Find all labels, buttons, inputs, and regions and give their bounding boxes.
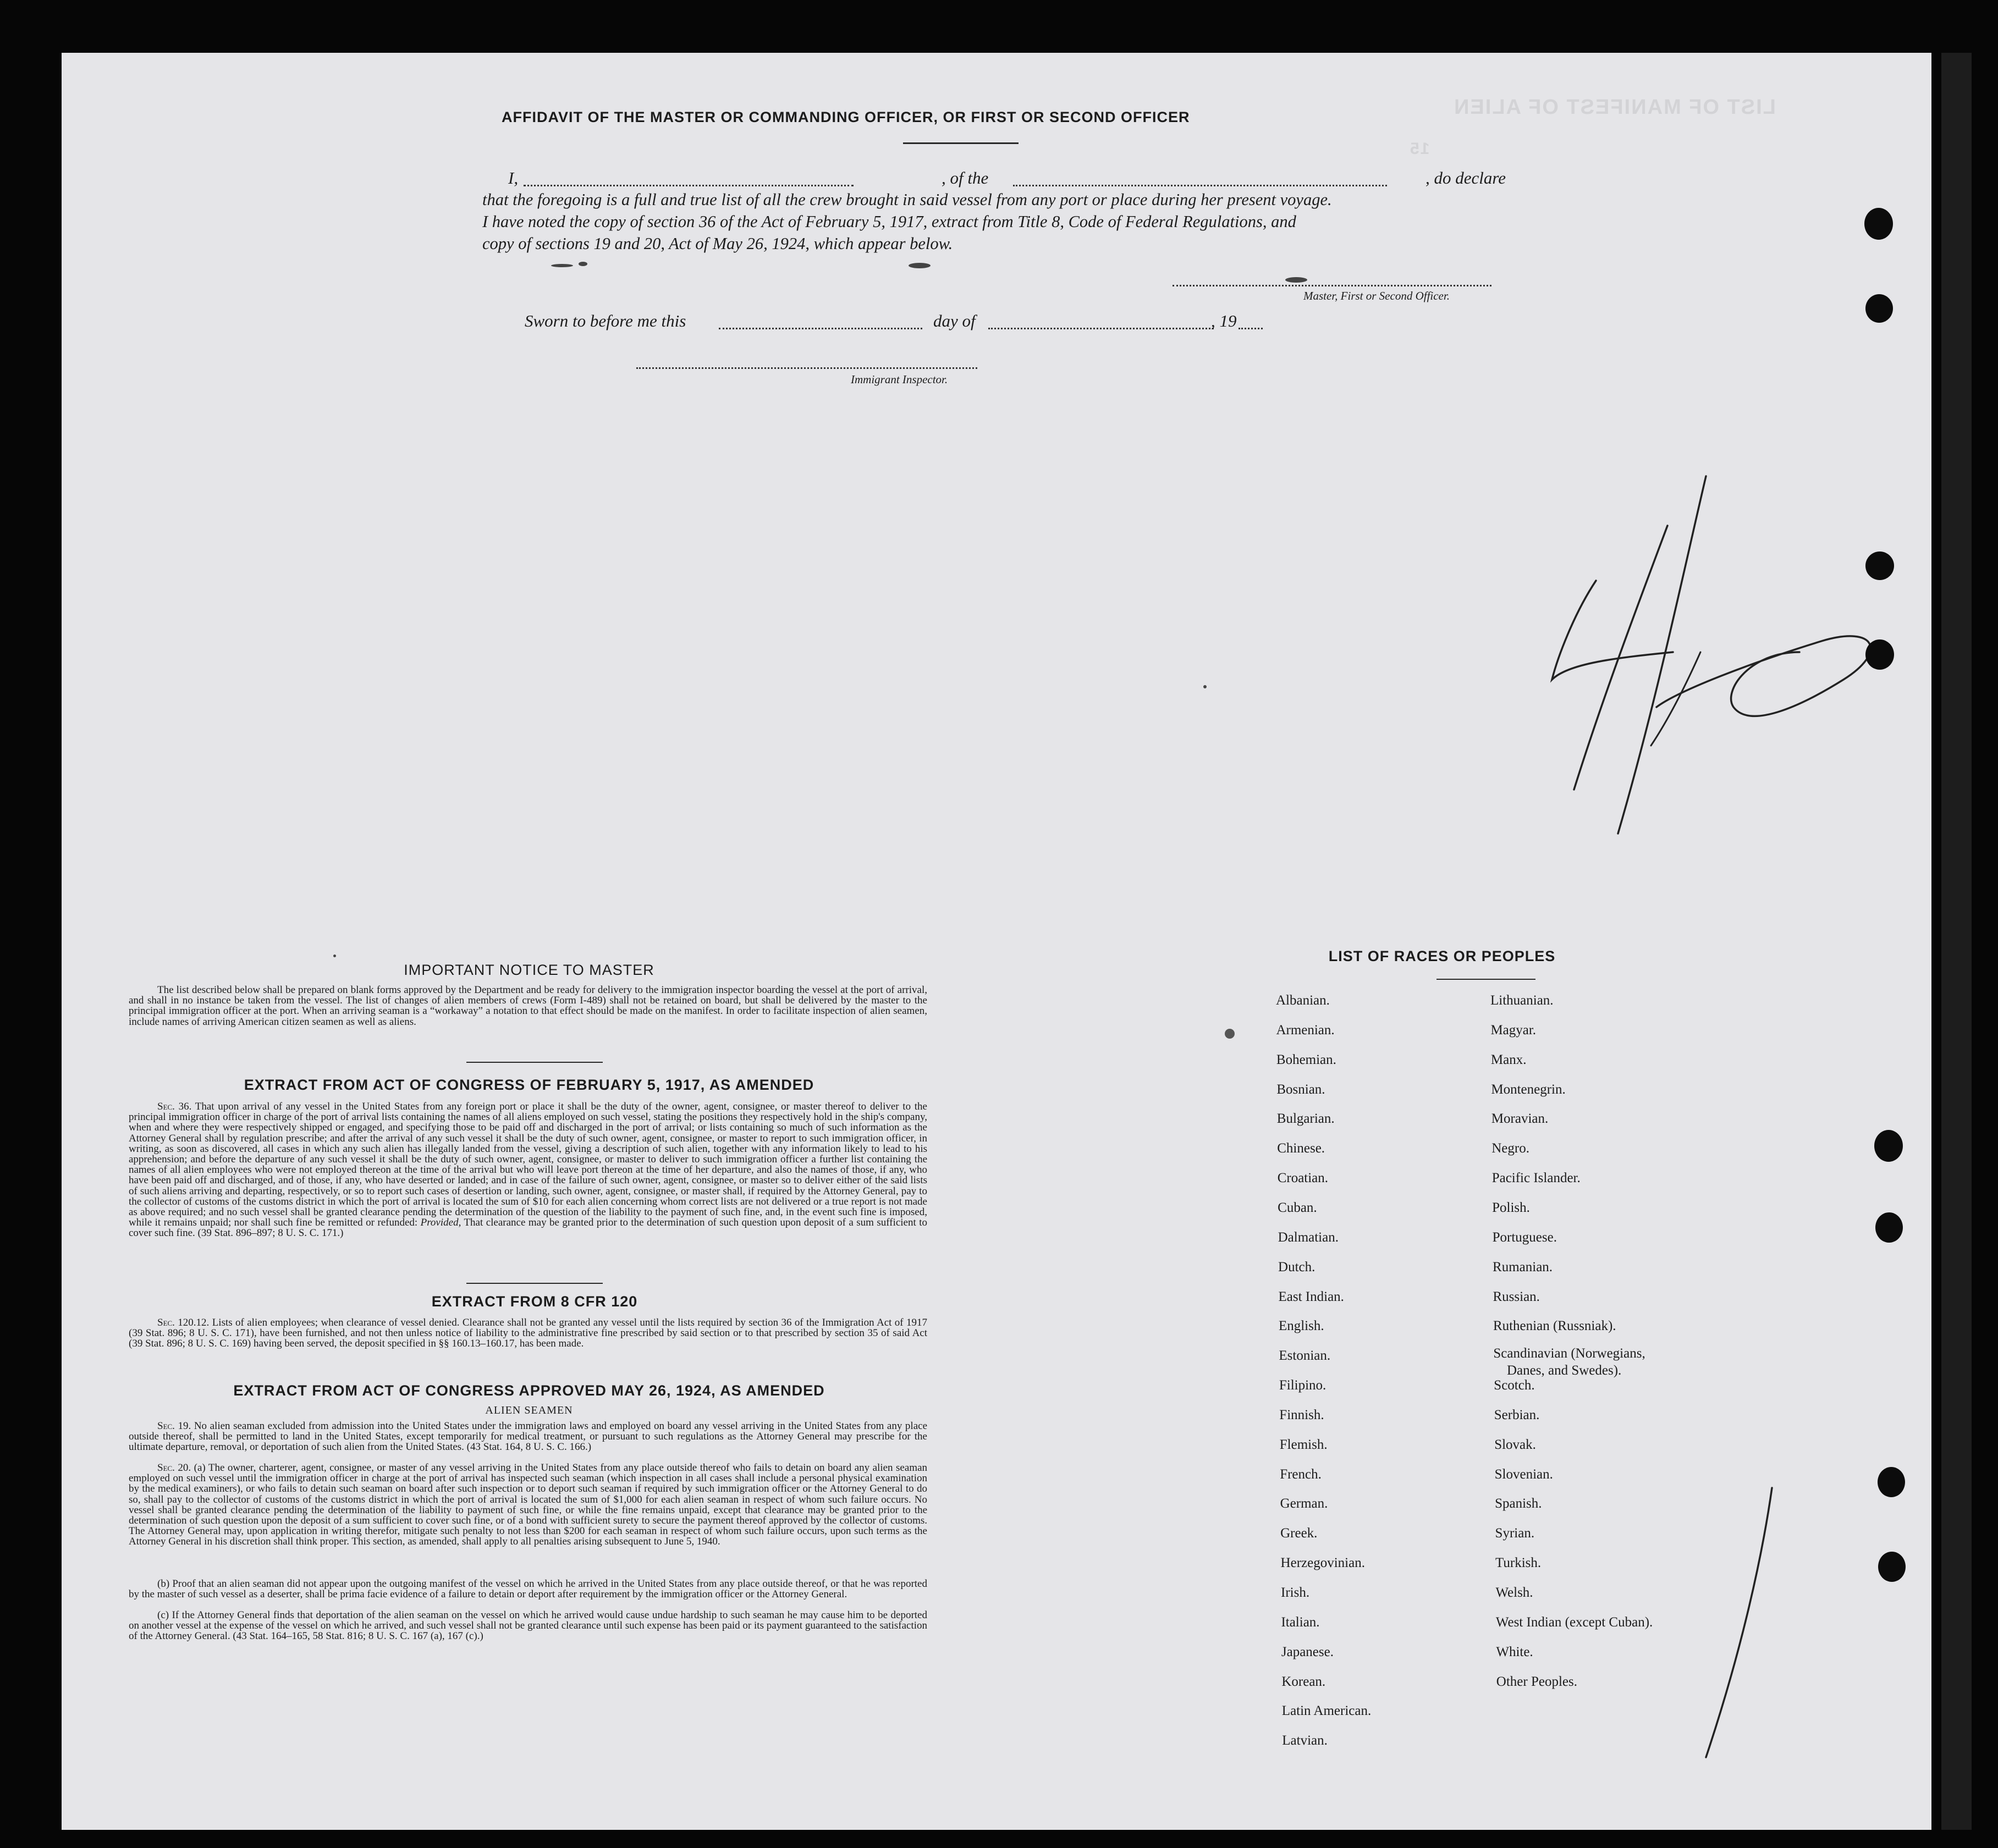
punch-hole	[1874, 1130, 1903, 1162]
title-rule	[903, 142, 1019, 144]
affidavit-line-4: copy of sections 19 and 20, Act of May 26, 1924, which appear below.	[482, 234, 953, 253]
race-item: Polish.	[1492, 1200, 1530, 1215]
handwritten-number	[1491, 471, 1887, 845]
sec-20a-paragraph	[129, 1463, 927, 1547]
ink-smudge	[909, 263, 931, 268]
race-item: White.	[1496, 1644, 1533, 1659]
race-item: Moravian.	[1491, 1111, 1549, 1127]
race-item: Korean.	[1281, 1674, 1326, 1689]
race-item: Manx.	[1490, 1052, 1527, 1067]
race-item: English.	[1278, 1319, 1324, 1334]
punch-hole	[1865, 639, 1894, 670]
race-item: Serbian.	[1494, 1407, 1540, 1422]
day-of-label: day of	[933, 311, 976, 330]
race-item: Latvian.	[1282, 1733, 1328, 1748]
race-item: Negro.	[1491, 1141, 1529, 1156]
punch-hole	[1865, 551, 1894, 580]
sworn-label: Sworn to before me this	[525, 311, 686, 330]
extract-cfr-body	[129, 1317, 927, 1349]
race-item: Latin American.	[1281, 1703, 1372, 1719]
sec-20c-paragraph: (c) If the Attorney General finds that deportation of the alien seaman on the vessel on which he arrived would cause undue hardship to such seaman he may cause him to be deported on another vessel at the expense of the vessel on which he arrived, and such vessel shall not be granted clearance until such expense has been paid or its payment guaranteed to the satisfaction of the Attorney General. (43 Stat. 164–165, 58 Stat. 816; 8 U. S. C. 167 (a), 167 (c).)	[129, 1609, 927, 1642]
sec-36-label: Sec. 36.	[157, 1101, 192, 1112]
race-item: Danes, and Swedes).	[1507, 1363, 1622, 1378]
sec-36-tail: That clearance may be granted prior to the determination of such question upon deposit of a sum sufficient to cover such fine. (39 Stat. 896–897; 8 U. S. C. 171.)	[129, 1217, 927, 1239]
race-item: Pacific Islander.	[1491, 1171, 1581, 1186]
year-blank	[1239, 328, 1263, 329]
race-item: Albanian.	[1276, 993, 1330, 1008]
race-item: Armenian.	[1276, 1022, 1335, 1038]
affidavit-line-3: I have noted the copy of section 36 of the Act of February 5, 1917, extract from Title 8, Code of Federal Regulations, and	[482, 212, 1296, 231]
punch-hole	[1875, 1212, 1903, 1243]
year-label: , 19	[1211, 311, 1237, 330]
race-item: Dalmatian.	[1278, 1229, 1339, 1245]
race-item: Scotch.	[1494, 1378, 1535, 1393]
race-item: Montenegrin.	[1491, 1082, 1566, 1097]
race-item: Flemish.	[1279, 1437, 1328, 1452]
race-item: Turkish.	[1495, 1555, 1542, 1571]
affidavit-of-the: , of the	[942, 168, 989, 187]
speck	[1225, 1029, 1235, 1039]
ink-smudge	[551, 264, 573, 267]
sec-120-label: Sec. 120.12.	[157, 1317, 210, 1328]
affidavit-do-declare: , do declare	[1425, 168, 1506, 187]
name-blank	[524, 185, 854, 186]
race-item: Lithuanian.	[1490, 993, 1554, 1008]
extract-cfr-title: EXTRACT FROM 8 CFR 120	[431, 1293, 638, 1310]
punch-hole	[1865, 294, 1893, 323]
race-item: Syrian.	[1495, 1526, 1535, 1541]
race-item: Magyar.	[1490, 1022, 1537, 1038]
race-item: Bosnian.	[1276, 1082, 1325, 1097]
document-page	[62, 53, 1931, 1830]
punch-hole	[1878, 1552, 1906, 1582]
race-item: Filipino.	[1279, 1378, 1327, 1393]
sec-120-text: Lists of alien employees; when clearance of vessel denied. Clearance shall not be granted any vessel until the lists required by section 36 of the Immigration Act of 1917 (39 Stat. 896; 8 U. S. C. 171), have been furnished, and not then unless notice of liability to the administrative fine prescribed by said section or to that prescribed by section 35 of said Act (39 Stat. 896; 8 U. S. C. 169) having been served, the deposit specified in §§ 160.13–160.17, has been made.	[129, 1317, 927, 1350]
master-signature-line	[1173, 285, 1491, 286]
race-item: German.	[1280, 1496, 1328, 1512]
race-item: Japanese.	[1281, 1644, 1334, 1659]
race-item: Herzegovinian.	[1280, 1555, 1365, 1571]
alien-seamen-subtitle: ALIEN SEAMEN	[485, 1404, 573, 1416]
race-item: East Indian.	[1278, 1289, 1344, 1304]
sec-20a-text: (a) The owner, charterer, agent, consignee, or master of any vessel arriving in the United States from any place outside thereof who fails to detain on board any alien seaman employed on such vessel until the immigration officer in charge at the port of arrival has inspected such seaman (which inspection in all cases shall include a personal physical examination by the medical examiners), or who fails to detain such seaman on board after such inspection or to deport such seaman if required by such immigration officer or the Attorney General to do so, shall pay to the collector of customs of the customs district in which the port of arrival is located the sum of $1,000 for each alien seaman in respect of whom such failure occurs. No vessel shall be granted clearance pending the determination of the liability to payment of such fine, or while the fine remains unpaid, except that clearance may be granted prior to the determination of such question upon the deposit of a sum sufficient to cover such fine, or of a bond with sufficient surety to secure the payment thereof approved by the collector of customs. The Attorney General may, upon application in writing therefor, mitigate such penalty to not less than $200 for each seaman in respect of whom such failure occurs, upon such terms as the Attorney General in his discretion shall think proper. This section, as amended, shall apply to all penalties arising subsequent to June 5, 1940.	[129, 1462, 927, 1548]
ink-smudge	[579, 262, 587, 266]
inspector-caption: Immigrant Inspector.	[851, 373, 948, 386]
affidavit-i-label: I,	[508, 168, 519, 187]
race-item: West Indian (except Cuban).	[1495, 1614, 1653, 1630]
extract-1917-body	[129, 1101, 927, 1239]
ink-smudge	[1285, 277, 1307, 283]
notice-title: IMPORTANT NOTICE TO MASTER	[404, 962, 654, 978]
race-item: Welsh.	[1495, 1585, 1533, 1600]
race-item: Slovenian.	[1494, 1466, 1553, 1482]
race-item: Ruthenian (Russniak).	[1493, 1319, 1616, 1334]
race-item: French.	[1280, 1466, 1322, 1482]
race-item: Croatian.	[1277, 1171, 1329, 1186]
race-item: Spanish.	[1495, 1496, 1542, 1512]
punch-hole	[1878, 1467, 1905, 1497]
race-item: Estonian.	[1279, 1348, 1331, 1364]
race-item: Irish.	[1281, 1585, 1310, 1600]
master-caption: Master, First or Second Officer.	[1303, 289, 1450, 302]
race-item: Portuguese.	[1492, 1229, 1557, 1245]
sworn-day-blank	[719, 328, 922, 329]
section-rule	[466, 1062, 603, 1063]
notice-body: The list described below shall be prepared on blank forms approved by the Department and be ready for delivery to the immigration inspector boarding the vessel at the port of arrival, and shall in no instance be taken from the vessel. The list of changes of alien members of crews (Form I-489) shall not be retained on board, but shall be delivered by the master to the principal immigration officer at the port. When an arriving seaman is a “workaway” a notation to that effect should be made on the manifest. In order to facilitate inspection of alien seamen, include names of arriving American citizen seamen as well as aliens.	[129, 984, 927, 1028]
affidavit-line-2: that the foregoing is a full and true list of all the crew brought in said vessel from any port or place during her present voyage.	[482, 190, 1332, 209]
race-item: Chinese.	[1277, 1141, 1325, 1156]
extract-1924-title: EXTRACT FROM ACT OF CONGRESS APPROVED MAY 26, 1924, AS AMENDED	[233, 1382, 825, 1399]
race-item: Dutch.	[1278, 1259, 1316, 1275]
sec-19-paragraph	[129, 1421, 927, 1453]
punch-hole	[1864, 208, 1893, 240]
races-title: LIST OF RACES OR PEOPLES	[1328, 948, 1556, 964]
race-item: Russian.	[1493, 1289, 1540, 1304]
affidavit-title: AFFIDAVIT OF THE MASTER OR COMMANDING OFFICER, OR FIRST OR SECOND OFFICER	[502, 109, 1190, 125]
extract-1917-title: EXTRACT FROM ACT OF CONGRESS OF FEBRUARY 5, 1917, AS AMENDED	[244, 1077, 814, 1093]
race-item: Cuban.	[1278, 1200, 1317, 1215]
race-item: Greek.	[1280, 1526, 1318, 1541]
race-item: Slovak.	[1494, 1437, 1536, 1452]
race-item: Scandinavian (Norwegians,	[1493, 1346, 1645, 1361]
race-item: Bohemian.	[1276, 1052, 1336, 1067]
provided-label: Provided,	[420, 1217, 461, 1229]
section-rule	[466, 1283, 603, 1284]
sec-20-label: Sec. 20.	[157, 1462, 191, 1474]
vessel-blank	[1013, 185, 1387, 186]
race-item: Italian.	[1281, 1614, 1320, 1630]
speck	[1203, 685, 1207, 688]
race-item: Rumanian.	[1493, 1259, 1553, 1275]
sec-19-label: Sec. 19.	[157, 1420, 191, 1432]
month-blank	[988, 328, 1214, 329]
race-item: Finnish.	[1279, 1407, 1324, 1422]
sec-36-text: That upon arrival of any vessel in the United States from any foreign port or place it shall be the duty of the owner, agent, consignee, or master thereof to deliver to the principal immigration officer in charge of the port of arrival lists containing the names of all aliens employed on such vessel, stating the positions they respectively hold in the ship's company, when and where they were respectively shipped or engaged, and specifying those to be paid off and discharged in the port of arrival; or lists containing so much of such information as the Attorney General shall by regulation prescribe; and after the arrival of any such vessel it shall be the duty of such owner, agent, consignee, or master to report to such immigration officer, in writing, as soon as discovered, all cases in which any such alien has illegally landed from the vessel, giving a description of such alien, together with any information likely to lead to his apprehension; and before the departure of any such vessel it shall be the duty of such owner, agent, consignee, or master to deliver to such immigration officer a further list containing the names of all alien employees who were not employed thereon at the time of the arrival but who will leave port thereon at the time of her departure, and also the names of those, if any, who have been paid off and discharged, and of those, if any, who have deserted or landed; and in case of the failure of such owner, agent, consignee, or master so to deliver either of the said lists of such aliens arriving and departing, respectively, or so to report such cases of desertion or landing, such owner, agent, consignee, or master shall, if required by the Attorney General, pay to the collector of customs of the customs district in which the port of arrival is located the sum of $10 for each alien concerning whom correct lists are not delivered or a true report is not made as above required; and no such vessel shall be granted clearance pending the determination of the question of the liability to the payment of such fine, and, in the event such fine is imposed, while it remains unpaid; nor shall such fine be remitted or refunded:	[129, 1101, 927, 1229]
inspector-signature-line	[636, 367, 977, 369]
races-title-rule	[1436, 979, 1535, 980]
race-item: Bulgarian.	[1276, 1111, 1335, 1127]
sec-19-text: No alien seaman excluded from admission into the United States under the immigration laws and employed on board any vessel arriving in the United States from any place outside thereof, shall be permitted to land in the United States, except temporarily for medical treatment, or pursuant to such regulations as the Attorney General may prescribe for the ultimate departure, removal, or deportation of such alien from the United States. (43 Stat. 164, 8 U. S. C. 166.)	[129, 1420, 928, 1453]
race-item: Other Peoples.	[1496, 1674, 1577, 1689]
sec-20b-paragraph: (b) Proof that an alien seaman did not appear upon the outgoing manifest of the vessel on which he arrived in the United States from any place outside thereof, or that he was reported by the master of such vessel as a deserter, shall be prima facie evidence of a failure to detain or deport after requirement by the immigration officer or the Attorney General.	[129, 1578, 927, 1601]
bleed-through-text: 15	[1409, 140, 1430, 158]
handwritten-check-mark	[1695, 1482, 1783, 1768]
speck	[333, 955, 336, 957]
scanner-edge	[1941, 53, 1972, 1830]
bleed-through-text: LIST OF MANIFEST OF ALIEN	[1453, 96, 1776, 119]
